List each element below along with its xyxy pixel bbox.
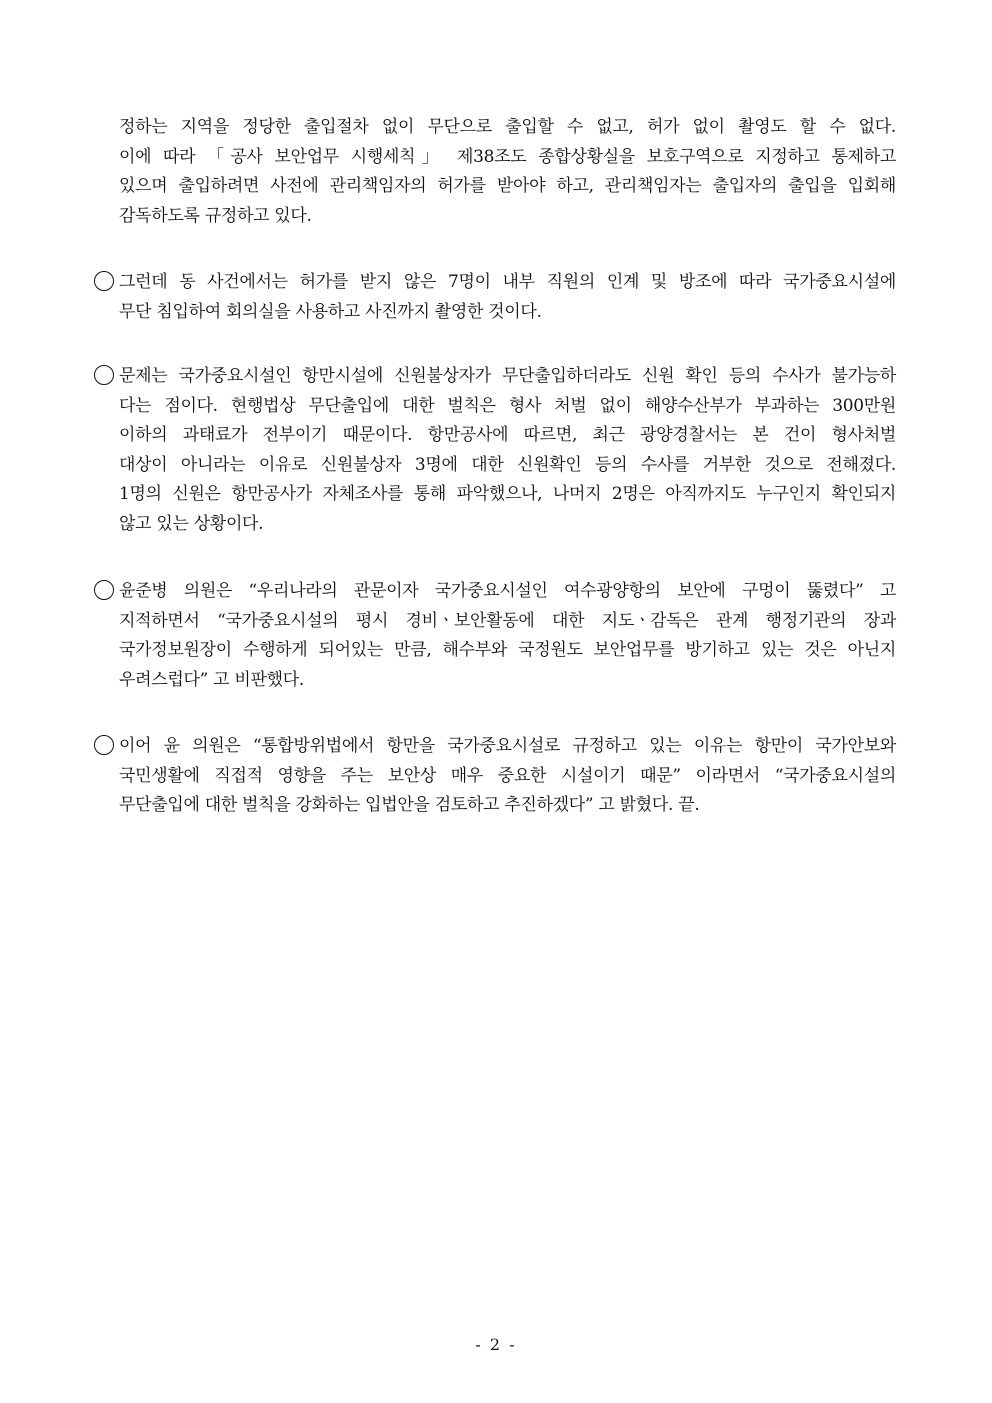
circle-bullet-icon	[94, 365, 114, 385]
text-line: 문제는 국가중요시설인 항만시설에 신원불상자가 무단출입하더라도 신원 확인 등의 수사가 불가능하	[119, 366, 896, 386]
paragraph-bullet	[94, 732, 896, 821]
text-line: 우려스럽다” 고 비판했다.	[119, 669, 304, 690]
text-line: 그런데 동 사건에서는 허가를 받지 않은 7명이 내부 직원의 인계 및 방조에 따라 국가중요시설에	[119, 272, 896, 292]
text-line: 이하의 과태료가 전부이기 때문이다. 항만공사에 따르면, 최근 광양경찰서는 본 건이 형사처벌	[119, 425, 896, 445]
text-line: 1명의 신원은 항만공사가 자체조사를 통해 파악했으나, 나머지 2명은 아직까지도 누구인지 확인되지	[119, 484, 896, 504]
text-line: 다는 점이다. 현행법상 무단출입에 대한 벌칙은 형사 처벌 없이 해양수산부가 부과하는 300만원	[119, 395, 896, 416]
circle-bullet-icon	[94, 735, 114, 755]
circle-bullet-icon	[94, 580, 114, 600]
page-number: - 2 -	[475, 1335, 517, 1354]
text-line: 감독하도록 규정하고 있다.	[119, 205, 312, 226]
circle-bullet-icon	[94, 271, 114, 291]
paragraph-bullet	[94, 577, 896, 695]
text-line: 대상이 아니라는 이유로 신원불상자 3명에 대한 신원확인 등의 수사를 거부한 것으로 전해졌다.	[119, 454, 896, 475]
text-line: 이어 윤 의원은 “통합방위법에서 항만을 국가중요시설로 규정하고 있는 이유는 항만이 국가안보와	[119, 736, 896, 756]
text-line: 지적하면서 “국가중요시설의 평시 경비ㆍ보안활동에 대한 지도ㆍ감독은 관계 행정기관의 장과	[119, 610, 896, 631]
paragraph-bullet	[94, 268, 896, 327]
text-line: 않고 있는 상황이다.	[119, 513, 264, 534]
text-line: 윤준병 의원은 “우리나라의 관문이자 국가중요시설인 여수광양항의 보안에 구멍이 뚫렸다” 고	[119, 581, 896, 601]
text-line: 정하는 지역을 정당한 출입절차 없이 무단으로 출입할 수 없고, 허가 없이 촬영도 할 수 없다.	[119, 117, 896, 137]
text-line: 무단출입에 대한 벌칙을 강화하는 입법안을 검토하고 추진하겠다” 고 밝혔다. 끝.	[119, 795, 700, 815]
text-line: 국가정보원장이 수행하게 되어있는 만큼, 해수부와 국정원도 보안업무를 방기하고 있는 것은 아닌지	[119, 640, 896, 660]
text-line: 국민생활에 직접적 영향을 주는 보안상 매우 중요한 시설이기 때문” 이라면서 “국가중요시설의	[119, 765, 896, 786]
text-line: 무단 침입하여 회의실을 사용하고 사진까지 촬영한 것이다.	[119, 301, 542, 322]
paragraph-bullet	[94, 362, 896, 539]
text-line: 이에 따라 「공사 보안업무 시행세칙」 제38조도 종합상황실을 보호구역으로 지정하고 통제하고	[119, 146, 896, 167]
paragraph-continuation	[94, 113, 896, 231]
text-line: 있으며 출입하려면 사전에 관리책임자의 허가를 받아야 하고, 관리책임자는 출입자의 출입을 입회해	[119, 176, 896, 196]
